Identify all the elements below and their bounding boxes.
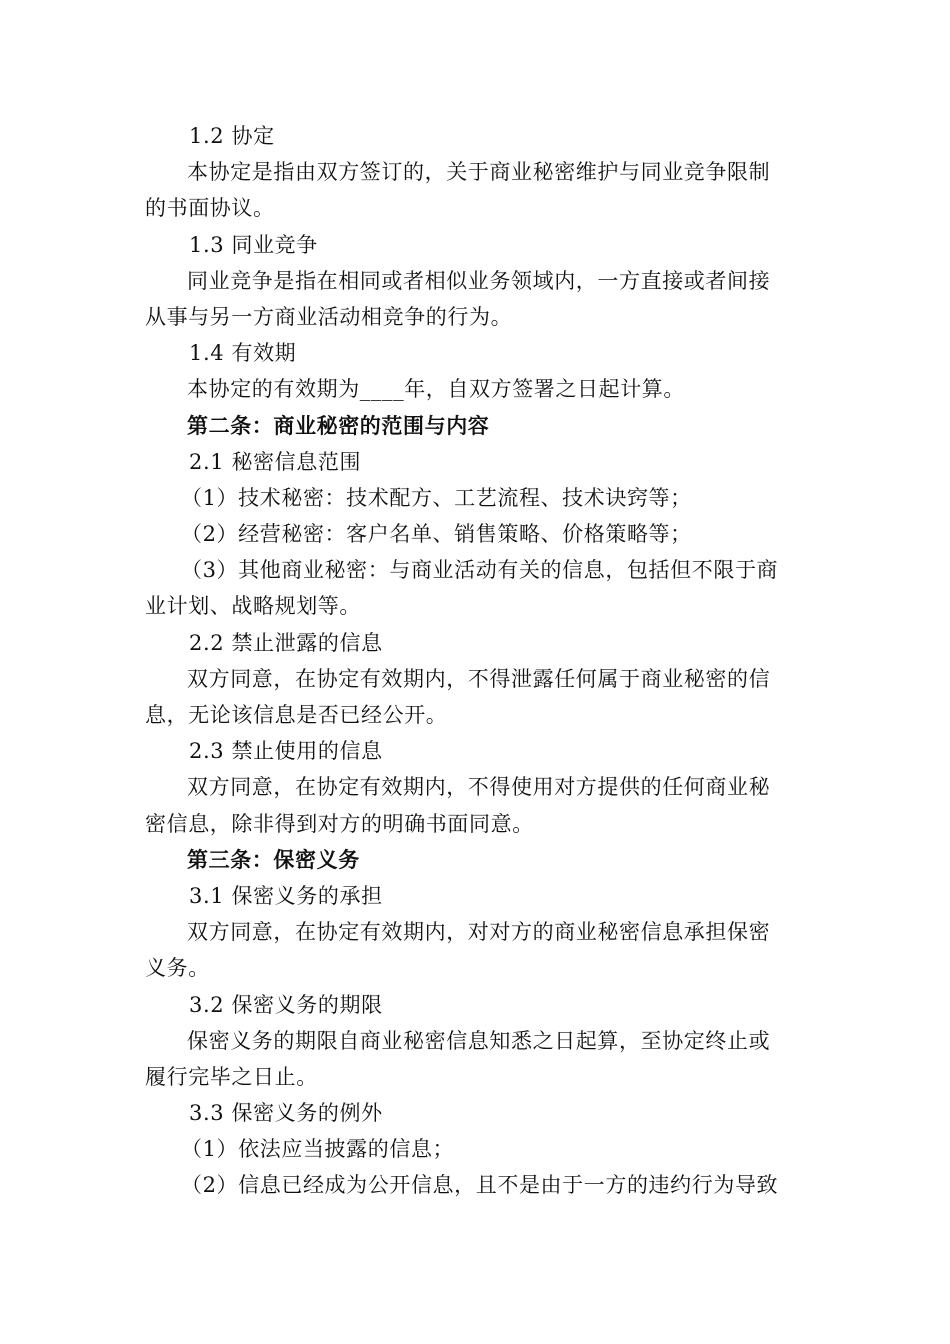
subsection-heading: 3.2 保密义务的期限 — [189, 992, 383, 1017]
paragraph-line: 业计划、战略规划等。 — [145, 594, 361, 619]
list-item: （3）其他商业秘密：与商业活动有关的信息，包括但不限于商 — [181, 558, 779, 583]
article-heading: 第二条：商业秘密的范围与内容 — [187, 412, 490, 438]
subsection-heading: 2.2 禁止泄露的信息 — [189, 630, 383, 655]
paragraph-line: 双方同意，在协定有效期内，对对方的商业秘密信息承担保密 — [187, 920, 771, 945]
list-item: （1）依法应当披露的信息； — [181, 1137, 455, 1162]
article-heading: 第三条：保密义务 — [187, 846, 360, 872]
paragraph-line: 的书面协议。 — [145, 196, 275, 221]
document-page — [145, 118, 807, 1204]
paragraph-line: 息，无论该信息是否已经公开。 — [145, 703, 448, 727]
paragraph-line: 本协定的有效期为____年，自双方签署之日起计算。 — [187, 377, 685, 402]
paragraph-line: 双方同意，在协定有效期内，不得泄露任何属于商业秘密的信 — [187, 666, 771, 691]
subsection-heading: 2.3 禁止使用的信息 — [189, 739, 383, 764]
subsection-heading: 1.3 同业竞争 — [189, 232, 318, 257]
subsection-heading: 1.4 有效期 — [189, 341, 297, 366]
subsection-heading: 3.3 保密义务的例外 — [189, 1101, 383, 1126]
paragraph-line: 义务。 — [145, 956, 210, 981]
paragraph-line: 从事与另一方商业活动相竞争的行为。 — [145, 304, 513, 329]
paragraph-line: 双方同意，在协定有效期内，不得使用对方提供的任何商业秘 — [187, 775, 771, 800]
subsection-heading: 2.1 秘密信息范围 — [189, 449, 362, 474]
paragraph-line: 本协定是指由双方签订的，关于商业秘密维护与同业竞争限制 — [187, 160, 771, 185]
subsection-heading: 1.2 协定 — [189, 124, 275, 148]
subsection-heading: 3.1 保密义务的承担 — [189, 883, 383, 908]
list-item: （2）信息已经成为公开信息，且不是由于一方的违约行为导致 — [181, 1173, 779, 1198]
paragraph-line: 保密义务的期限自商业秘密信息知悉之日起算，至协定终止或 — [187, 1028, 771, 1053]
list-item: （1）技术秘密：技术配方、工艺流程、技术诀窍等； — [181, 485, 692, 510]
paragraph-line: 密信息，除非得到对方的明确书面同意。 — [145, 811, 534, 836]
list-item: （2）经营秘密：客户名单、销售策略、价格策略等； — [181, 522, 692, 547]
paragraph-line: 同业竞争是指在相同或者相似业务领域内，一方直接或者间接 — [187, 268, 771, 293]
paragraph-line: 履行完毕之日止。 — [145, 1064, 318, 1089]
